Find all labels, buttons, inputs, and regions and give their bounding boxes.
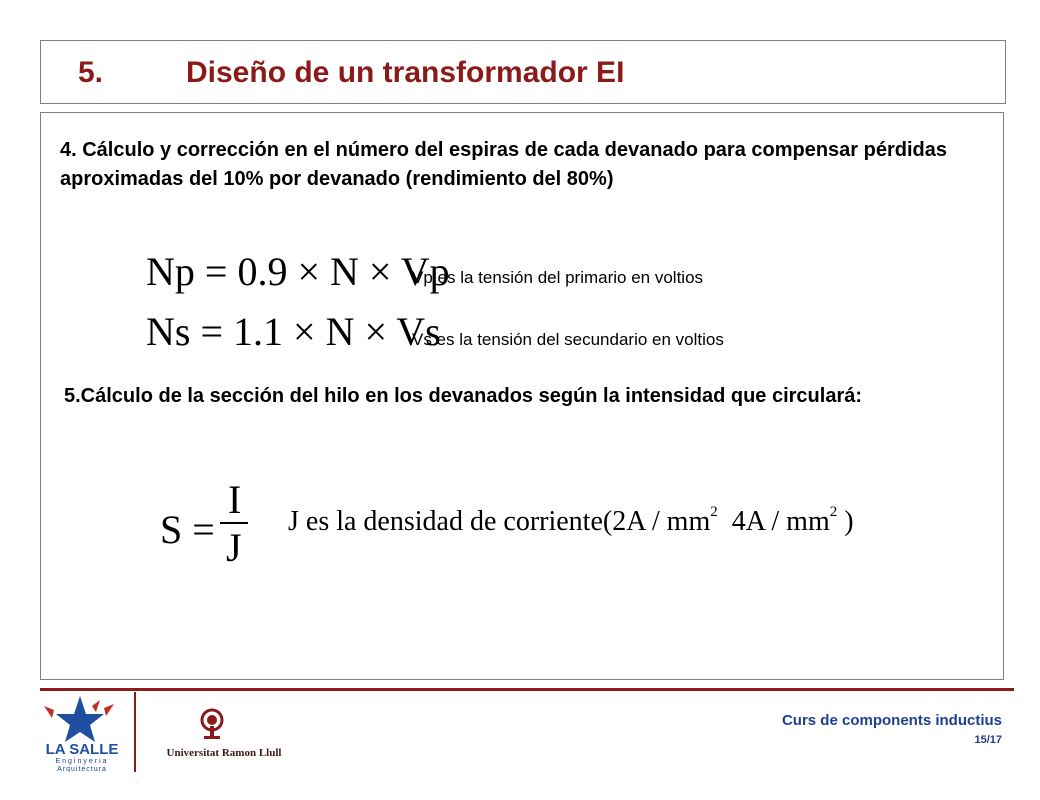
unit-2a-text: 2A / mm (612, 506, 711, 537)
footer-separator (134, 692, 136, 772)
url-logo (146, 708, 302, 764)
formula-section-numerator: I (228, 477, 242, 522)
unit-4a-text: 4A / mm (731, 506, 830, 537)
slide-title: Diseño de un transformador EI (186, 56, 625, 89)
unit-4a (732, 506, 838, 537)
svg-text:LA SALLE: LA SALLE (45, 741, 119, 758)
formula-ns: Ns = 1.1 × N × Vs (146, 309, 441, 354)
slide-title-number: 5. (78, 56, 104, 89)
footer-divider (40, 688, 1014, 691)
formula-np: Np = 0.9 × N × Vp (146, 249, 450, 294)
current-density-suffix: ) (837, 506, 854, 537)
unit-2a (612, 506, 718, 537)
formula-section-denominator: J (226, 525, 242, 570)
page-number: 15/17 (974, 734, 1002, 746)
svg-text:Universitat Ramon Llull: Universitat Ramon Llull (166, 747, 282, 759)
current-density-description (288, 504, 854, 538)
formula-section-lhs: S = (160, 507, 215, 552)
svg-text:Enginyeria: Enginyeria (55, 758, 109, 765)
unit-2a-exp: 2 (710, 504, 718, 520)
note-vp: Vp es la tensión del primario en voltios (412, 268, 704, 287)
unit-4a-exp: 2 (829, 504, 838, 520)
step4-text: 4. Cálculo y corrección en el número del espiras de cada devanado para compensar pérdidas aproximadas del 10% por devanado (rendimiento del 80%) (60, 139, 948, 190)
current-density-prefix: J es la densidad de corriente( (288, 506, 613, 537)
course-name: Curs de components inductius (781, 712, 1002, 729)
svg-text:Arquitectura: Arquitectura (57, 766, 107, 772)
step5-text: 5.Cálculo de la sección del hilo en los devanados según la intensidad que circulará: (64, 385, 863, 407)
lasalle-logo (34, 692, 130, 772)
note-vs: Vs es la tensión del secundario en voltios (412, 330, 724, 349)
